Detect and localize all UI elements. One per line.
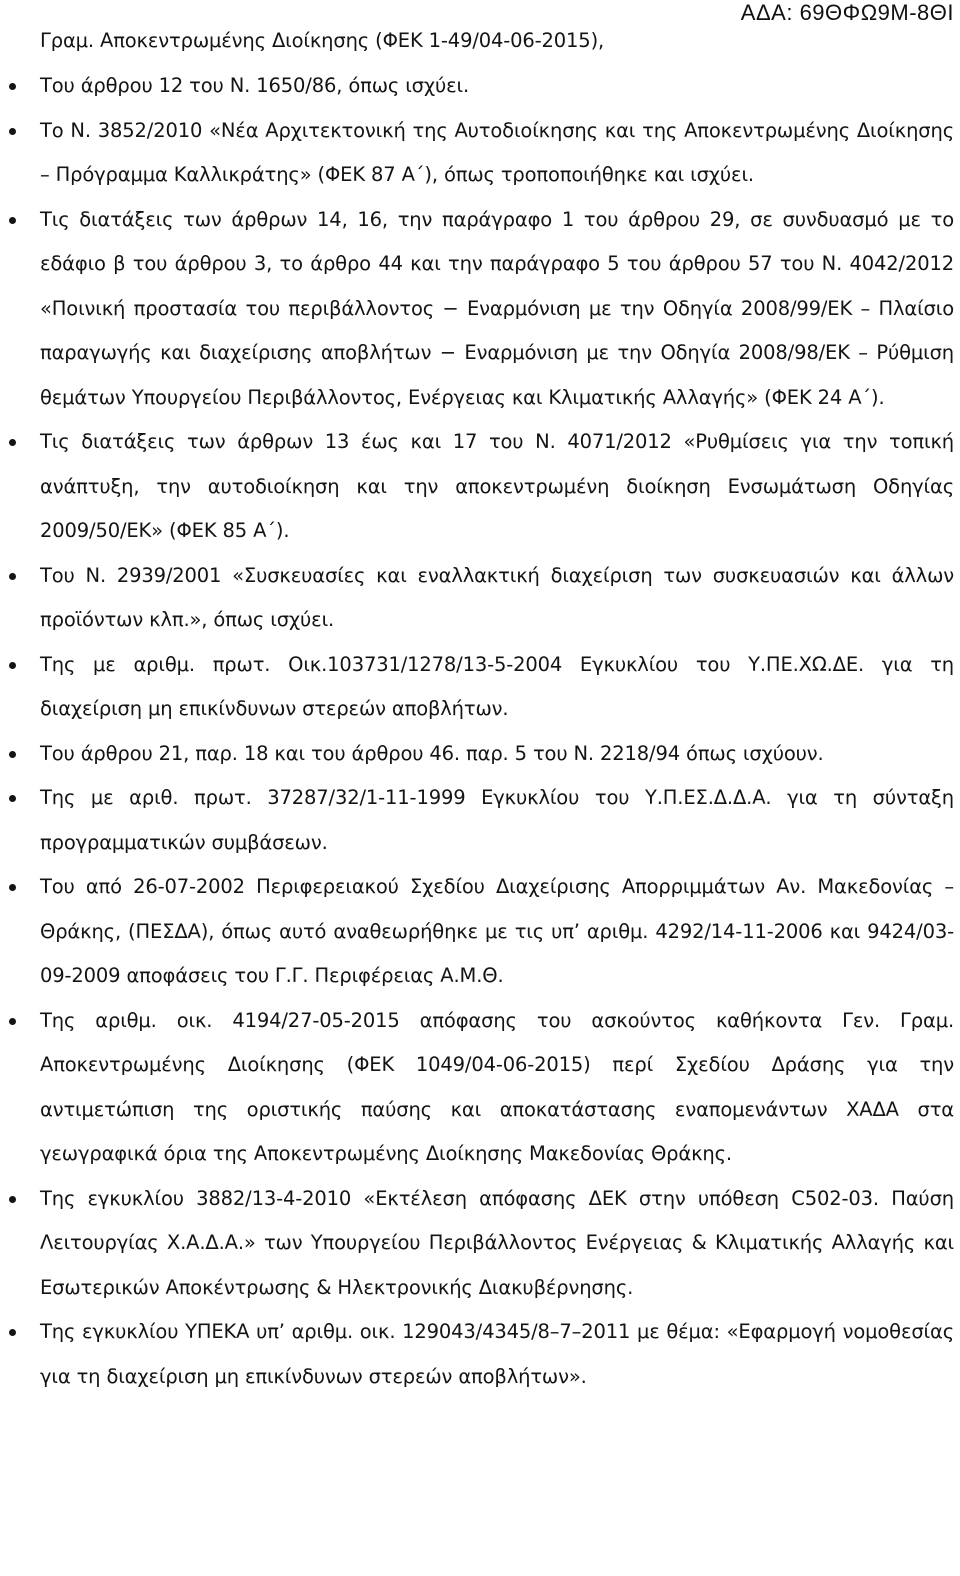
bullet-icon [9, 83, 16, 90]
list-item-text: Της αριθμ. οικ. 4194/27-05-2015 απόφασης του ασκούντος καθήκοντα Γεν. Γραμ. Αποκεντρωμένης Διοίκησης (ΦΕΚ 1049/04-06-2015) περί Σχεδίου Δράσης για την αντιμετώπιση της οριστικής παύσης και αποκατάστασης εναπομενάντων ΧΑΔΑ στα γεωγραφικά όρια της Αποκεντρωμένης Διοίκησης Μακεδονίας Θράκης. [40, 1008, 954, 1165]
ada-code: ΑΔΑ: 69ΘΦΩ9Μ-8ΘΙ [740, 0, 954, 25]
list-item [0, 1310, 960, 1399]
bullet-icon [9, 573, 16, 580]
list-item [0, 420, 960, 554]
list-item [0, 776, 960, 865]
legal-basis-list [0, 64, 960, 1399]
bullet-icon [9, 1018, 16, 1025]
bullet-icon [9, 128, 16, 135]
list-item-text: Του άρθρου 21, παρ. 18 και του άρθρου 46. παρ. 5 του Ν. 2218/94 όπως ισχύουν. [40, 741, 824, 765]
bullet-icon [9, 217, 16, 224]
list-item [0, 732, 960, 777]
list-item-text: Της εγκυκλίου 3882/13-4-2010 «Εκτέλεση απόφασης ΔΕΚ στην υπόθεση C502-03. Παύση Λειτουργίας Χ.Α.Δ.Α.» των Υπουργείου Περιβάλλοντος Ενέργειας & Κλιματικής Αλλαγής και Εσωτερικών Αποκέντρωσης & Ηλεκτρονικής Διακυβέρνησης. [40, 1186, 954, 1299]
list-item-text: Της εγκυκλίου ΥΠΕΚΑ υπ’ αριθμ. οικ. 129043/4345/8–7–2011 με θέμα: «Εφαρμογή νομοθεσίας για τη διαχείριση μη επικίνδυνων στερεών αποβλήτων». [40, 1320, 954, 1388]
list-item-text: Το Ν. 3852/2010 «Νέα Αρχιτεκτονική της Αυτοδιοίκησης και της Αποκεντρωμένης Διοίκησης – Πρόγραμμα Καλλικράτης» (ΦΕΚ 87 Α΄), όπως τροποποιήθηκε και ισχύει. [40, 118, 954, 186]
bullet-icon [9, 795, 16, 802]
list-item [0, 64, 960, 109]
list-item-text: Τις διατάξεις των άρθρων 14, 16, την παράγραφο 1 του άρθρου 29, σε συνδυασμό με το εδάφιο β του άρθρου 3, το άρθρο 44 και την παράγραφο 5 του άρθρου 57 του Ν. 4042/2012 «Ποινική προστασία του περιβάλλοντος − Εναρμόνιση με την Οδηγία 2008/99/ΕΚ – Πλαίσιο παραγωγής και διαχείρισης αποβλήτων − Εναρμόνιση με την Οδηγία 2008/98/ΕΚ – Ρύθμιση θεμάτων Υπουργείου Περιβάλλοντος, Ενέργειας και Κλιματικής Αλλαγής» (ΦΕΚ 24 Α΄). [40, 207, 954, 409]
bullet-icon [9, 884, 16, 891]
list-item-text: Της με αριθ. πρωτ. 37287/32/1-11-1999 Εγκυκλίου του Υ.Π.ΕΣ.Δ.Δ.Α. για τη σύνταξη προγραμματικών συμβάσεων. [40, 786, 954, 854]
list-item [0, 1177, 960, 1311]
list-item-text: Του Ν. 2939/2001 «Συσκευασίες και εναλλακτική διαχείριση των συσκευασιών και άλλων προϊόντων κλπ.», όπως ισχύει. [40, 563, 954, 631]
list-item [0, 554, 960, 643]
bullet-icon [9, 1329, 16, 1336]
list-item [0, 109, 960, 198]
list-item [0, 643, 960, 732]
list-item [0, 865, 960, 999]
list-item [0, 999, 960, 1177]
bullet-icon [9, 1196, 16, 1203]
list-item-text: Του άρθρου 12 του Ν. 1650/86, όπως ισχύει. [40, 74, 470, 97]
list-item-text: Του από 26-07-2002 Περιφερειακού Σχεδίου Διαχείρισης Απορριμμάτων Αν. Μακεδονίας – Θράκης, (ΠΕΣΔΑ), όπως αυτό αναθεωρήθηκε με τις υπ’ αριθμ. 4292/14-11-2006 και 9424/03-09-2009 αποφάσεις του Γ.Γ. Περιφέρειας Α.Μ.Θ. [40, 875, 954, 987]
bullet-icon [9, 439, 16, 446]
continuation-line: Γραμ. Αποκεντρωμένης Διοίκησης (ΦΕΚ 1-49/04-06-2015), [40, 29, 605, 52]
list-item-text: Τις διατάξεις των άρθρων 13 έως και 17 του Ν. 4071/2012 «Ρυθμίσεις για την τοπική ανάπτυξη, την αυτοδιοίκηση και την αποκεντρωμένη διοίκηση Ενσωμάτωση Οδηγίας 2009/50/ΕΚ» (ΦΕΚ 85 Α΄). [40, 430, 954, 542]
list-item-text: Της με αριθμ. πρωτ. Οικ.103731/1278/13-5-2004 Εγκυκλίου του Υ.ΠΕ.ΧΩ.ΔΕ. για τη διαχείριση μη επικίνδυνων στερεών αποβλήτων. [40, 652, 954, 720]
list-item [0, 198, 960, 421]
bullet-icon [9, 751, 16, 758]
bullet-icon [9, 662, 16, 669]
